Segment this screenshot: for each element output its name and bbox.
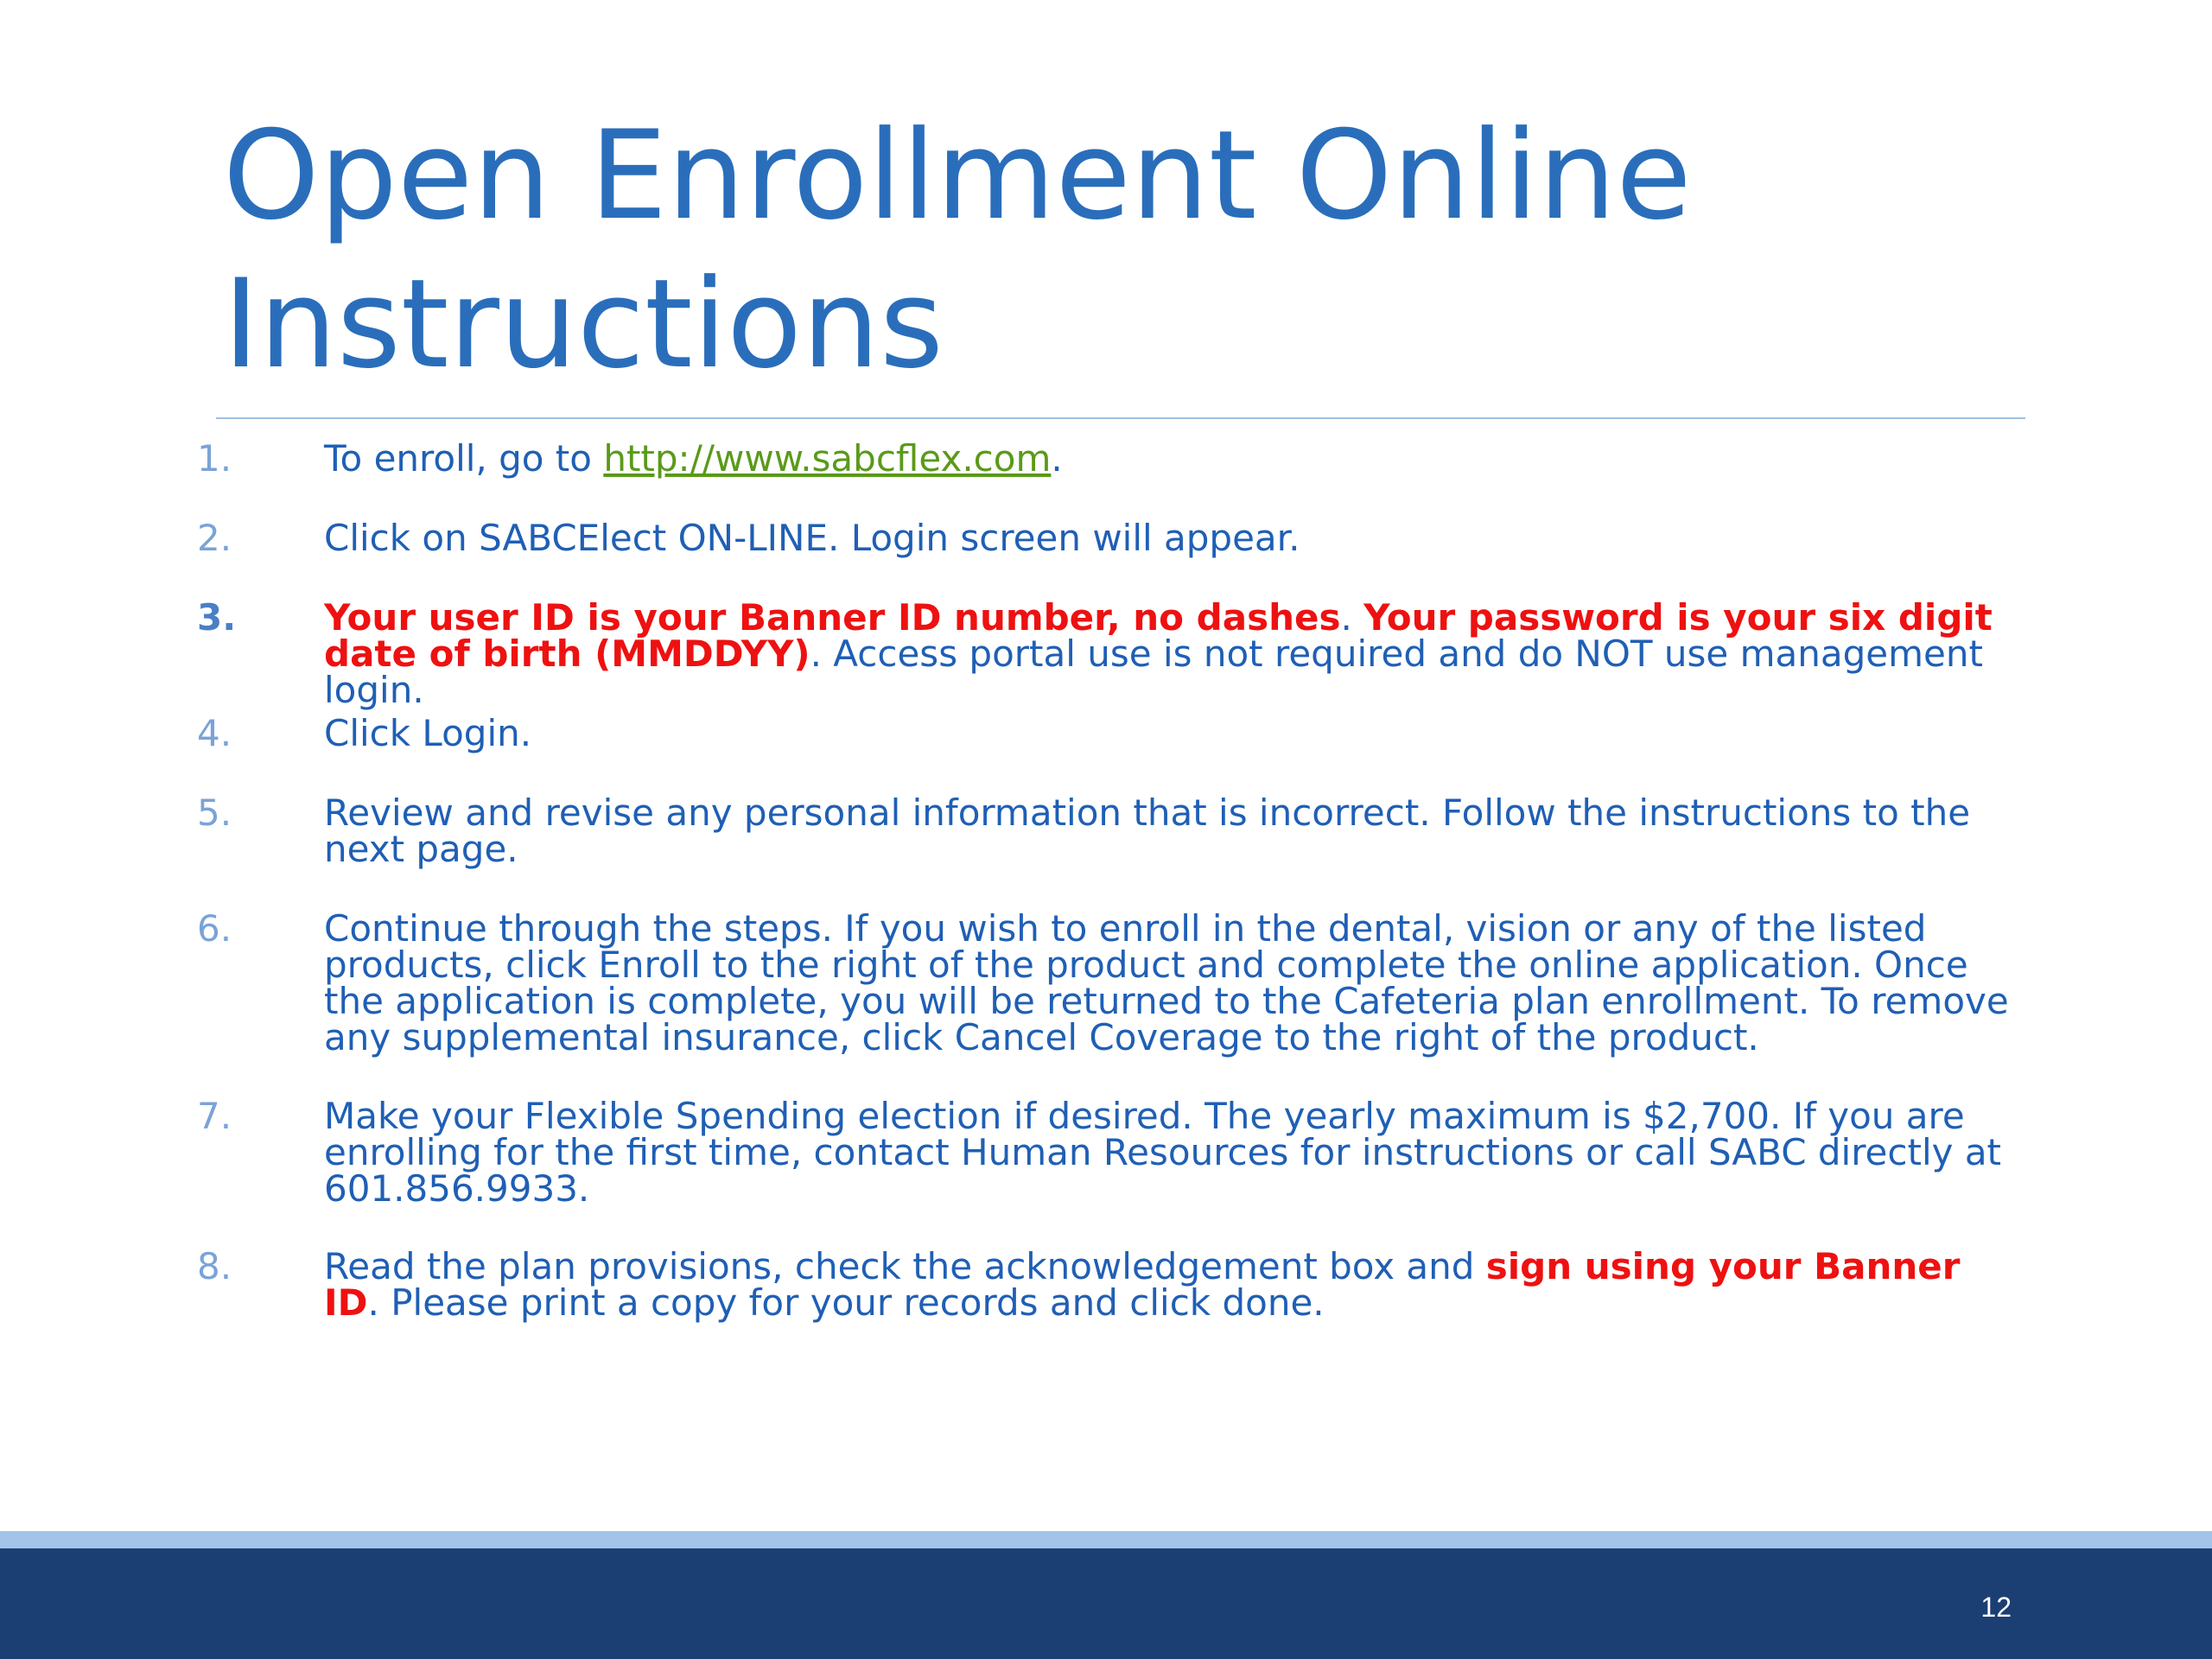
slide-title [223,102,2037,399]
step-text-separator: . [1340,596,1364,639]
sabcflex-link[interactable]: http://www.sabcflex.com [603,437,1052,480]
slide-title-line-1: Open Enrollment Online [223,105,1692,247]
step-number: 8. [197,1245,232,1287]
footer-accent-band [0,1531,2212,1548]
step-text: Click on SABCElect ON-LINE. Login screen will appear. [324,517,1300,559]
title-divider [216,417,2025,419]
step-number: 6. [197,907,232,950]
page-number: 12 [1980,1592,2012,1623]
step-text [324,1245,2018,1324]
step-number: 3. [197,596,237,639]
step-number: 1. [197,437,232,480]
step-number: 4. [197,712,232,754]
step-text-suffix: . [1051,437,1063,480]
step-number: 2. [197,517,232,559]
step-text-suffix: . Please print a copy for your records and click done. [367,1281,1325,1324]
step-text [324,596,2018,711]
step-text: Review and revise any personal information that is incorrect. Follow the instructions to the next page. [324,791,1971,870]
signature-instruction: sign using your Banner ID [324,1245,1961,1324]
step-text-prefix: To enroll, go to [324,437,604,480]
step-text: Continue through the steps. If you wish to enroll in the dental, vision or any of the listed products, click Enroll to the right of the product and complete the online application. Once the application is complete, you will be returned to the Cafeteria plan enrollment. To remove any supplemental insurance, click Cancel Coverage to the right of the product. [324,907,2009,1058]
slide-title-line-2: Instructions [223,253,944,396]
step-text-rest: . Access portal use is not required and do NOT use management login. [324,632,1983,711]
footer-band [0,1548,2212,1659]
password-instruction: Your password is your six digit date of birth (MMDDYY) [324,596,1993,675]
step-number: 5. [197,791,232,834]
user-id-instruction: Your user ID is your Banner ID number, no dashes [324,596,1341,639]
step-text-prefix: Read the plan provisions, check the acknowledgement box and [324,1245,1486,1287]
step-number: 7. [197,1095,232,1137]
step-text: Click Login. [324,712,532,754]
step-text [324,437,2018,480]
step-text: Make your Flexible Spending election if desired. The yearly maximum is $2,700. If you are enrolling for the first time, contact Human Resources for instructions or call SABC directly at 601.856.9933. [324,1095,2002,1210]
